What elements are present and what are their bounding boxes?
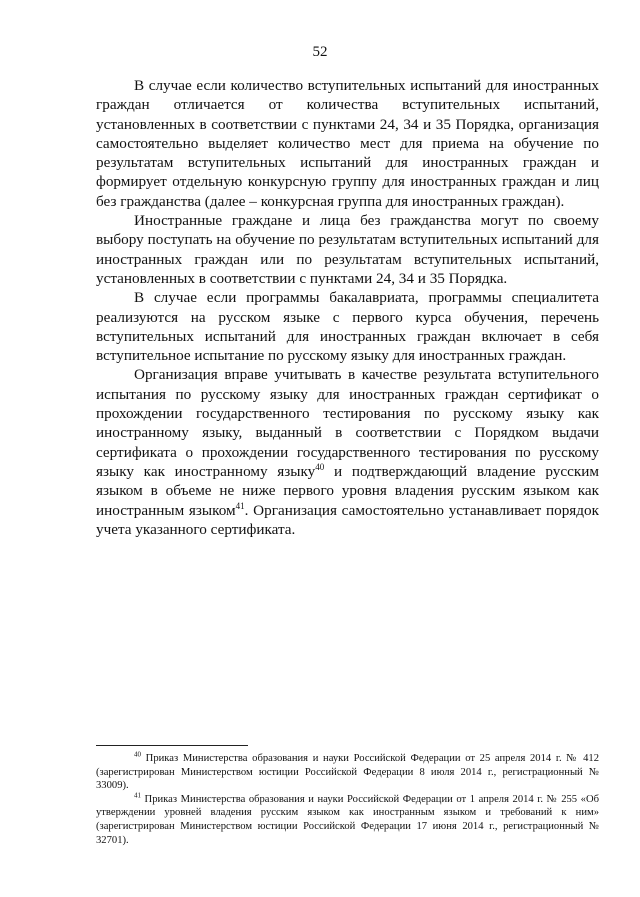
paragraph-4-part-3: . Организация самостоятельно устанавливает порядок учета указанного сертификата. [96, 501, 599, 538]
body-text [96, 76, 599, 539]
footnote-41 [96, 793, 599, 847]
footnote-text: Приказ Министерства образования и науки Российской Федерации от 1 апреля 2014 г. № 255 «Об утверждении уровней владения русским языком как иностранным языком и требований к ним» (зарегистрирован Министерством юстиции Российской Федерации 17 июня 2014 г., регистрационный № 32701). [96, 793, 599, 846]
paragraph-1: В случае если количество вступительных испытаний для иностранных граждан отличается от количества вступительных испытаний, установленных в соответствии с пунктами 24, 34 и 35 Порядка, организация самостоятельно выделяет количество мест для приема на обучение по результатам вступительных испытаний для иностранных граждан и формирует отдельную конкурсную группу для иностранных граждан и лиц без гражданства (далее – конкурсная группа для иностранных граждан). [96, 77, 599, 210]
paragraph-3: В случае если программы бакалавриата, программы специалитета реализуются на русском языке с первого курса обучения, перечень вступительных испытаний для иностранных граждан включает в себя вступительное испытание по русскому языку для иностранных граждан. [96, 289, 599, 365]
footnote-ref-41: 41 [235, 500, 245, 511]
footnotes [96, 752, 599, 847]
paragraph-4-part-2: и подтверждающий владение русским языком в объеме не ниже первого уровня владения русским языком как иностранным языком [96, 462, 599, 519]
footnote-number: 41 [134, 791, 141, 800]
footnote-number: 40 [134, 750, 141, 759]
page-number: 52 [312, 44, 328, 60]
paragraph-4-part-1: Организация вправе учитывать в качестве результата вступительного испытания по русскому языку для иностранных граждан сертификат о прохождении государственного тестирования по русскому языку как иностранному языку, выданный в соответствии с Порядком выдачи сертификата о прохождении государственного тестирования по русскому языку как иностранному языку [96, 366, 599, 480]
paragraph-4 [96, 365, 599, 539]
footnote-40 [96, 752, 599, 793]
footnote-ref-40: 40 [315, 461, 325, 472]
paragraph-2: Иностранные граждане и лица без гражданства могут по своему выбору поступать на обучение по результатам вступительных испытаний для иностранных граждан или по результатам вступительных испытаний, установленных в соответствии с пунктами 24, 34 и 35 Порядка. [96, 212, 599, 287]
footnote-separator [96, 745, 248, 746]
footnote-text: Приказ Министерства образования и науки Российской Федерации от 25 апреля 2014 г. № 412 (зарегистрирован Министерством юстиции Российской Федерации 8 июля 2014 г., регистрационный № 33009). [96, 753, 599, 792]
